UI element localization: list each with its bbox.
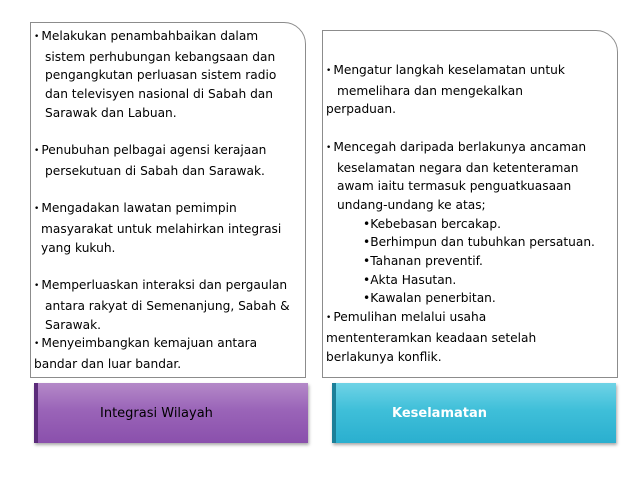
keselamatan-tab bbox=[332, 383, 616, 443]
integrasi-wilayah-label: Integrasi Wilayah bbox=[100, 405, 213, 421]
right-item-2-line-1: Mencegah daripada berlakunya ancaman bbox=[333, 139, 587, 154]
left-item-5-line-2: bandar dan luar bandar. bbox=[34, 356, 182, 371]
left-item-1-line-5: Sarawak dan Labuan. bbox=[45, 105, 177, 120]
right-item-2-line-4: undang-undang ke atas; bbox=[337, 197, 486, 212]
bullet-icon: • bbox=[326, 313, 332, 324]
left-item-2-line-2: persekutuan di Sabah dan Sarawak. bbox=[45, 163, 265, 178]
bullet-icon: • bbox=[363, 216, 371, 231]
sub-item-5: •Kawalan penerbitan. bbox=[363, 291, 496, 306]
left-item-1-line-3: pengangkutan perluasan sistem radio bbox=[45, 68, 277, 83]
right-content-card bbox=[322, 30, 618, 378]
left-item-4 bbox=[34, 276, 301, 334]
bullet-icon: • bbox=[34, 32, 40, 42]
right-item-1 bbox=[326, 61, 613, 119]
keselamatan-label: Keselamatan bbox=[392, 405, 488, 421]
bullet-icon: • bbox=[34, 204, 40, 215]
bullet-icon: • bbox=[34, 281, 40, 292]
sub-item-2: •Berhimpun dan tubuhkan persatuan. bbox=[363, 235, 595, 250]
bullet-icon: • bbox=[34, 339, 40, 350]
bullet-icon: • bbox=[326, 66, 332, 76]
sub-item-4: •Akta Hasutan. bbox=[363, 272, 457, 287]
bullet-icon: • bbox=[326, 142, 332, 153]
right-item-3-line-1: Pemulihan melalui usaha bbox=[333, 310, 487, 325]
bullet-icon: • bbox=[34, 146, 40, 157]
left-item-2-line-1: Penubuhan pelbagai agensi kerajaan bbox=[41, 143, 267, 158]
left-item-3-line-1: Mengadakan lawatan pemimpin bbox=[41, 201, 237, 216]
left-item-3-line-2: masyarakat untuk melahirkan integrasi bbox=[41, 222, 282, 236]
right-item-2 bbox=[326, 138, 613, 215]
bullet-icon: • bbox=[363, 272, 371, 287]
left-item-1-line-4: dan televisyen nasional di Sabah dan bbox=[45, 87, 273, 102]
left-item-2 bbox=[34, 141, 301, 180]
right-sub-list bbox=[326, 215, 613, 309]
left-item-4-line-2: antara rakyat di Semenanjung, Sabah & bbox=[45, 298, 290, 313]
right-item-3-line-3: berlakunya konflik. bbox=[326, 349, 442, 364]
left-item-3 bbox=[34, 199, 301, 257]
right-item-3 bbox=[326, 308, 613, 366]
bullet-icon: • bbox=[363, 291, 371, 306]
left-item-1-line-2: sistem perhubungan kebangsaan dan bbox=[45, 49, 276, 64]
right-item-2-line-3: awam iaitu termasuk penguatkuasaan bbox=[337, 179, 572, 194]
right-item-1-line-3: perpaduan. bbox=[326, 102, 396, 117]
sub-item-1: •Kebebasan bercakap. bbox=[363, 216, 502, 231]
right-item-2-line-2: keselamatan negara dan ketenteraman bbox=[337, 160, 579, 175]
left-item-5-line-1: Menyeimbangkan kemajuan antara bbox=[41, 336, 258, 351]
bullet-icon: • bbox=[363, 254, 371, 269]
left-item-5 bbox=[34, 334, 301, 373]
left-item-1-line-1: Melakukan penambahbaikan dalam bbox=[41, 29, 259, 43]
left-item-1 bbox=[34, 27, 301, 123]
right-item-3-line-2: mententeramkan keadaan setelah bbox=[326, 330, 537, 345]
left-item-4-line-1: Memperluaskan interaksi dan pergaulan bbox=[41, 278, 288, 293]
integrasi-wilayah-tab bbox=[34, 383, 308, 443]
right-item-1-line-1: Mengatur langkah keselamatan untuk bbox=[333, 63, 565, 77]
left-item-4-line-3: Sarawak. bbox=[45, 317, 102, 332]
left-content-card bbox=[30, 22, 306, 378]
left-item-3-line-3: yang kukuh. bbox=[41, 240, 116, 255]
bullet-icon: • bbox=[363, 235, 371, 250]
right-item-1-line-2: memelihara dan mengekalkan bbox=[337, 83, 523, 98]
sub-item-3: •Tahanan preventif. bbox=[363, 254, 483, 269]
